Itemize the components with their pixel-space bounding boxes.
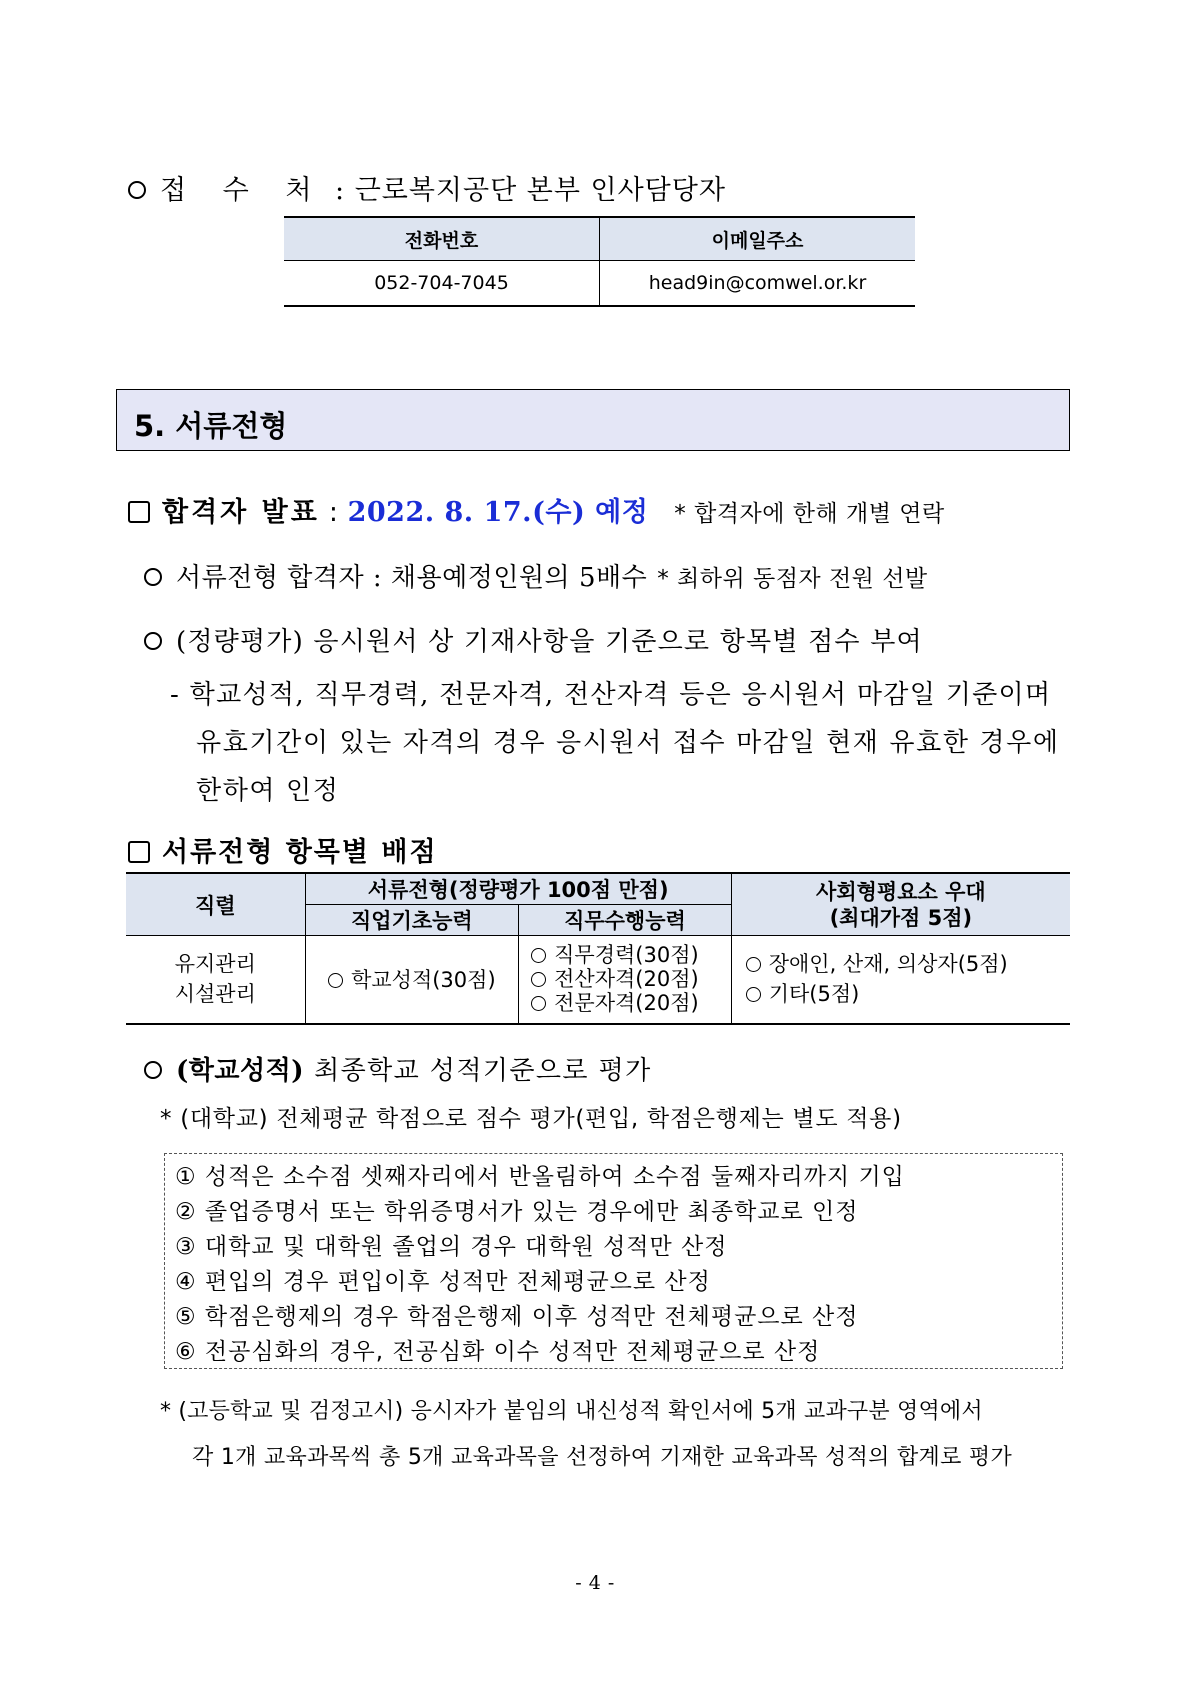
- scoring-heading: 서류전형 항목별 배점: [162, 837, 438, 868]
- bullet-line-2: [144, 621, 923, 658]
- col-social-line-2: (최대가점 5점): [829, 905, 973, 930]
- dash-line-2: 유효기간이 있는 자격의 경우 응시원서 접수 마감일 현재 유효한 경우에: [196, 728, 1060, 758]
- basic-item: 학교성적(30점): [351, 968, 496, 993]
- perf-item: 직무경력(30점): [531, 943, 731, 967]
- announcement-label: 합격자 발표: [162, 497, 320, 528]
- circle-bullet-icon: [144, 568, 162, 586]
- bullet-2-text: (정량평가) 응시원서 상 기재사항을 기준으로 항목별 점수 부여: [176, 627, 923, 657]
- page-number: - 4 -: [575, 1572, 615, 1594]
- bullet-1-main: 서류전형 합격자 : 채용예정인원의 5배수: [176, 563, 648, 593]
- school-text: 최종학교 성적기준으로 평가: [314, 1056, 652, 1086]
- circle-bullet-icon: [328, 973, 343, 988]
- square-bullet-icon: [128, 501, 150, 523]
- social-item: 기타(5점): [746, 979, 1070, 1009]
- col-social-header: [731, 873, 1070, 936]
- circle-bullet-icon: [531, 972, 546, 987]
- note-item: ① 성적은 소수점 셋째자리에서 반올림하여 소수점 둘째자리까지 기입: [175, 1164, 905, 1190]
- email-header: 이메일주소: [600, 217, 916, 261]
- reception-text: 근로복지공단 본부 인사담당자: [354, 175, 726, 206]
- col-doc-header: 서류전형(정량평가 100점 만점): [305, 873, 731, 905]
- perf-item: 전문자격(20점): [531, 991, 731, 1015]
- perf-item: 전산자격(20점): [531, 967, 731, 991]
- circle-bullet-icon: [531, 948, 546, 963]
- section-header: [116, 389, 1070, 451]
- dash-line-3: 한하여 인정: [196, 776, 340, 806]
- note-item: ⑥ 전공심화의 경우, 전공심화 이수 성적만 전체평균으로 산정: [175, 1339, 821, 1365]
- univ-note: * (대학교) 전체평균 학점으로 점수 평가(편입, 학점은행제는 별도 적용): [160, 1106, 902, 1132]
- circle-bullet-icon: [144, 1061, 162, 1079]
- announcement-note: * 합격자에 한해 개별 연락: [674, 501, 945, 527]
- circle-bullet-icon: [144, 632, 162, 650]
- circle-bullet-icon: [531, 996, 546, 1011]
- job-2: 시설관리: [174, 982, 256, 1007]
- bullet-1-note: * 최하위 동점자 전원 선발: [657, 566, 928, 592]
- col-perf-header: 직무수행능력: [519, 905, 732, 936]
- social-item: 장애인, 산재, 의상자(5점): [746, 949, 1070, 979]
- high-school-note-1: * (고등학교 및 검정고시) 응시자가 붙임의 내신성적 확인서에 5개 교과구분 영역에서: [160, 1399, 983, 1424]
- perf-cell: [519, 936, 732, 1024]
- bullet-line-1: [144, 557, 928, 594]
- job-cell: [126, 936, 305, 1024]
- square-bullet-icon: [128, 841, 150, 863]
- note-item: ③ 대학교 및 대학원 졸업의 경우 대학원 성적만 산정: [175, 1234, 728, 1260]
- school-label: (학교성적): [176, 1056, 305, 1086]
- circle-bullet-icon: [128, 181, 146, 199]
- basic-cell: [305, 936, 519, 1024]
- dash-line-1: - 학교성적, 직무경력, 전문자격, 전산자격 등은 응시원서 마감일 기준이며: [170, 680, 1052, 710]
- note-item: ⑤ 학점은행제의 경우 학점은행제 이후 성적만 전체평균으로 산정: [175, 1304, 859, 1330]
- phone-header: 전화번호: [284, 217, 600, 261]
- col-social-line-1: 사회형평요소 우대: [816, 879, 986, 904]
- notes-box: [164, 1153, 1063, 1369]
- note-item: ④ 편입의 경우 편입이후 성적만 전체평균으로 산정: [175, 1269, 711, 1295]
- announcement-date: 2022. 8. 17.(수) 예정: [347, 497, 649, 528]
- social-cell: [731, 936, 1070, 1024]
- job-1: 유지관리: [174, 952, 256, 977]
- high-school-note-2: 각 1개 교육과목씩 총 5개 교육과목을 선정하여 기재한 교육과목 성적의 합계로 평가: [192, 1445, 1013, 1470]
- circle-bullet-icon: [746, 987, 761, 1002]
- section-title: 5. 서류전형: [134, 409, 288, 443]
- col-job-header: 직렬: [126, 873, 305, 936]
- reception-label: 접 수 처: [160, 175, 326, 206]
- circle-bullet-icon: [746, 957, 761, 972]
- scoring-table: [126, 872, 1070, 1025]
- reception-line: 접 수 처 : 근로복지공단 본부 인사담당자: [128, 168, 726, 207]
- phone-value: 052-704-7045: [284, 261, 600, 307]
- school-line: [144, 1050, 652, 1087]
- email-value: head9in@comwel.or.kr: [600, 261, 916, 307]
- note-item: ② 졸업증명서 또는 학위증명서가 있는 경우에만 최종학교로 인정: [175, 1199, 859, 1225]
- col-basic-header: 직업기초능력: [305, 905, 519, 936]
- announcement-line: 합격자 발표 : 2022. 8. 17.(수) 예정 * 합격자에 한해 개별 연락: [128, 490, 945, 529]
- scoring-heading-line: [128, 830, 438, 869]
- contact-table: [284, 216, 915, 307]
